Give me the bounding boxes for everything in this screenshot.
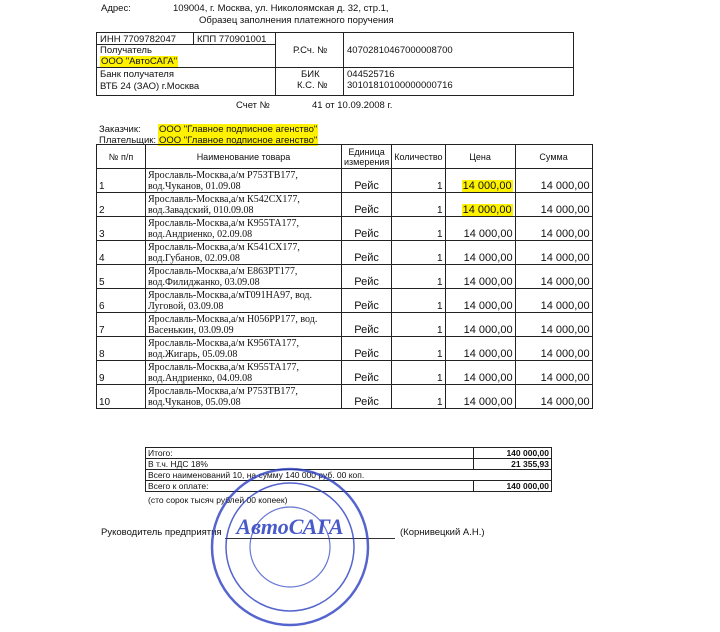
due-value: 140 000,00 (474, 481, 552, 492)
table-row (97, 289, 593, 313)
recipient-name (100, 56, 178, 67)
signature-name: (Корнивецкий А.Н.) (400, 527, 485, 538)
row-price: 14 000,00 (445, 313, 515, 337)
row-sum: 14 000,00 (515, 241, 592, 265)
signature-label: Руководитель предприятия (101, 527, 222, 538)
table-row (97, 241, 593, 265)
row-number: 5 (97, 265, 146, 289)
row-unit: Рейс (342, 313, 392, 337)
row-name: Ярославль-Москва,а/м К955ТА177, вод.Андриенко, 04.09.08 (146, 361, 342, 385)
row-sum: 14 000,00 (515, 361, 592, 385)
row-price-text: 14 000,00 (462, 204, 512, 216)
total-row (146, 448, 552, 459)
row-number: 3 (97, 217, 146, 241)
row-price (445, 193, 515, 217)
header-number: № п/п (97, 145, 146, 169)
row-sum: 14 000,00 (515, 313, 592, 337)
vat-value: 21 355,93 (474, 459, 552, 470)
row-unit: Рейс (342, 265, 392, 289)
address-label: Адрес: (101, 3, 131, 14)
row-name: Ярославль-Москва,а/м Н056РР177, вод. Васенькин, 03.09.09 (146, 313, 342, 337)
row-number: 9 (97, 361, 146, 385)
row-name: Ярославль-Москва,а/м К541СХ177, вод.Губанов, 02.09.08 (146, 241, 342, 265)
row-name: Ярославль-Москва,а/м Е863РТ177, вод.Филиджанко, 03.09.08 (146, 265, 342, 289)
row-name: Ярославль-Москва,а/м Р753ТВ177, вод.Чуканов, 01.09.08 (146, 169, 342, 193)
row-price (445, 169, 515, 193)
bik-label: БИК (301, 69, 320, 80)
inn: ИНН 7709782047 (100, 34, 177, 45)
bank-name: ВТБ 24 (ЗАО) г.Москва (100, 81, 200, 92)
payer-label: Плательщик: (99, 135, 157, 146)
invoice-number-date: 41 от 10.09.2008 г. (312, 100, 393, 111)
payer-name-text: ООО "Главное подписное агенство" (159, 135, 318, 146)
row-price: 14 000,00 (445, 265, 515, 289)
table-row (97, 217, 593, 241)
table-row (97, 337, 593, 361)
header-name: Наименование товара (146, 145, 342, 169)
header-price: Цена (445, 145, 515, 169)
row-number: 7 (97, 313, 146, 337)
row-qty: 1 (392, 169, 445, 193)
row-unit: Рейс (342, 217, 392, 241)
stamp-text: АвтоСАГА (236, 514, 344, 539)
row-qty: 1 (392, 361, 445, 385)
row-name: Ярославль-Москва,а/м К955ТА177, вод.Андриенко, 02.09.08 (146, 217, 342, 241)
row-price: 14 000,00 (445, 361, 515, 385)
kpp: КПП 770901001 (197, 34, 267, 45)
row-name: Ярославль-Москва,а/м К956ТА177, вод.Жигарь, 05.09.08 (146, 337, 342, 361)
row-sum: 14 000,00 (515, 385, 592, 409)
row-number: 6 (97, 289, 146, 313)
row-unit: Рейс (342, 385, 392, 409)
table-row (97, 313, 593, 337)
row-number: 4 (97, 241, 146, 265)
row-price-text: 14 000,00 (462, 180, 512, 192)
count-text: Всего наименований 10, на сумму 140 000 руб. 00 коп. (146, 470, 552, 481)
table-row (97, 385, 593, 409)
row-number: 8 (97, 337, 146, 361)
header-unit: Единица измерения (342, 145, 392, 169)
form-title: Образец заполнения платежного поручения (199, 15, 394, 26)
table-row (97, 169, 593, 193)
table-header-row (97, 145, 593, 169)
row-price: 14 000,00 (445, 241, 515, 265)
row-number: 2 (97, 193, 146, 217)
bank-label: Банк получателя (100, 69, 174, 80)
row-number: 1 (97, 169, 146, 193)
ks-label: К.С. № (297, 80, 328, 91)
recipient-name-text: ООО "АвтоСАГА" (101, 56, 178, 67)
row-sum: 14 000,00 (515, 265, 592, 289)
table-row (97, 361, 593, 385)
row-sum: 14 000,00 (515, 337, 592, 361)
row-price: 14 000,00 (445, 289, 515, 313)
account-label: Р.Сч. № (293, 45, 328, 56)
amount-in-words: (сто сорок тысяч рублей 00 копеек) (148, 495, 288, 505)
row-sum: 14 000,00 (515, 217, 592, 241)
row-price: 14 000,00 (445, 337, 515, 361)
bik: 044525716 (347, 69, 395, 80)
row-qty: 1 (392, 337, 445, 361)
row-price: 14 000,00 (445, 217, 515, 241)
row-sum: 14 000,00 (515, 289, 592, 313)
customer-label: Заказчик: (99, 124, 141, 135)
header-sum: Сумма (515, 145, 592, 169)
row-unit: Рейс (342, 289, 392, 313)
ks-number: 30101810100000000716 (347, 80, 453, 91)
customer-name (158, 124, 318, 135)
due-label: Всего к оплате: (146, 481, 474, 492)
row-sum: 14 000,00 (515, 169, 592, 193)
table-row (97, 193, 593, 217)
goods-table (96, 144, 593, 409)
account-number: 40702810467000008700 (347, 45, 453, 56)
row-number: 10 (97, 385, 146, 409)
row-unit: Рейс (342, 193, 392, 217)
vat-label: В т.ч. НДС 18% (146, 459, 474, 470)
row-name: Ярославль-Москва,а/м К542СХ177, вод.Завадский, 010.09.08 (146, 193, 342, 217)
row-unit: Рейс (342, 241, 392, 265)
total-label: Итого: (146, 448, 474, 459)
row-sum: 14 000,00 (515, 193, 592, 217)
row-qty: 1 (392, 241, 445, 265)
row-unit: Рейс (342, 337, 392, 361)
row-unit: Рейс (342, 361, 392, 385)
bank-details (96, 32, 574, 96)
row-qty: 1 (392, 313, 445, 337)
row-qty: 1 (392, 289, 445, 313)
recipient-label: Получатель (100, 45, 152, 56)
company-stamp (205, 462, 375, 632)
address: 109004, г. Москва, ул. Николоямская д. 32, стр.1, (173, 3, 389, 14)
row-unit: Рейс (342, 169, 392, 193)
row-qty: 1 (392, 385, 445, 409)
customer-name-text: ООО "Главное подписное агенство" (159, 124, 318, 135)
table-row (97, 265, 593, 289)
row-name: Ярославль-Москва,а/м Р753ТВ177, вод.Чуканов, 05.09.08 (146, 385, 342, 409)
row-qty: 1 (392, 193, 445, 217)
row-price: 14 000,00 (445, 385, 515, 409)
invoice-title: Счет № (236, 100, 270, 111)
row-name: Ярославль-Москва,а/мТ091НА97, вод. Луговой, 03.09.08 (146, 289, 342, 313)
total-value: 140 000,00 (474, 448, 552, 459)
row-qty: 1 (392, 217, 445, 241)
header-qty: Количество (392, 145, 445, 169)
row-qty: 1 (392, 265, 445, 289)
